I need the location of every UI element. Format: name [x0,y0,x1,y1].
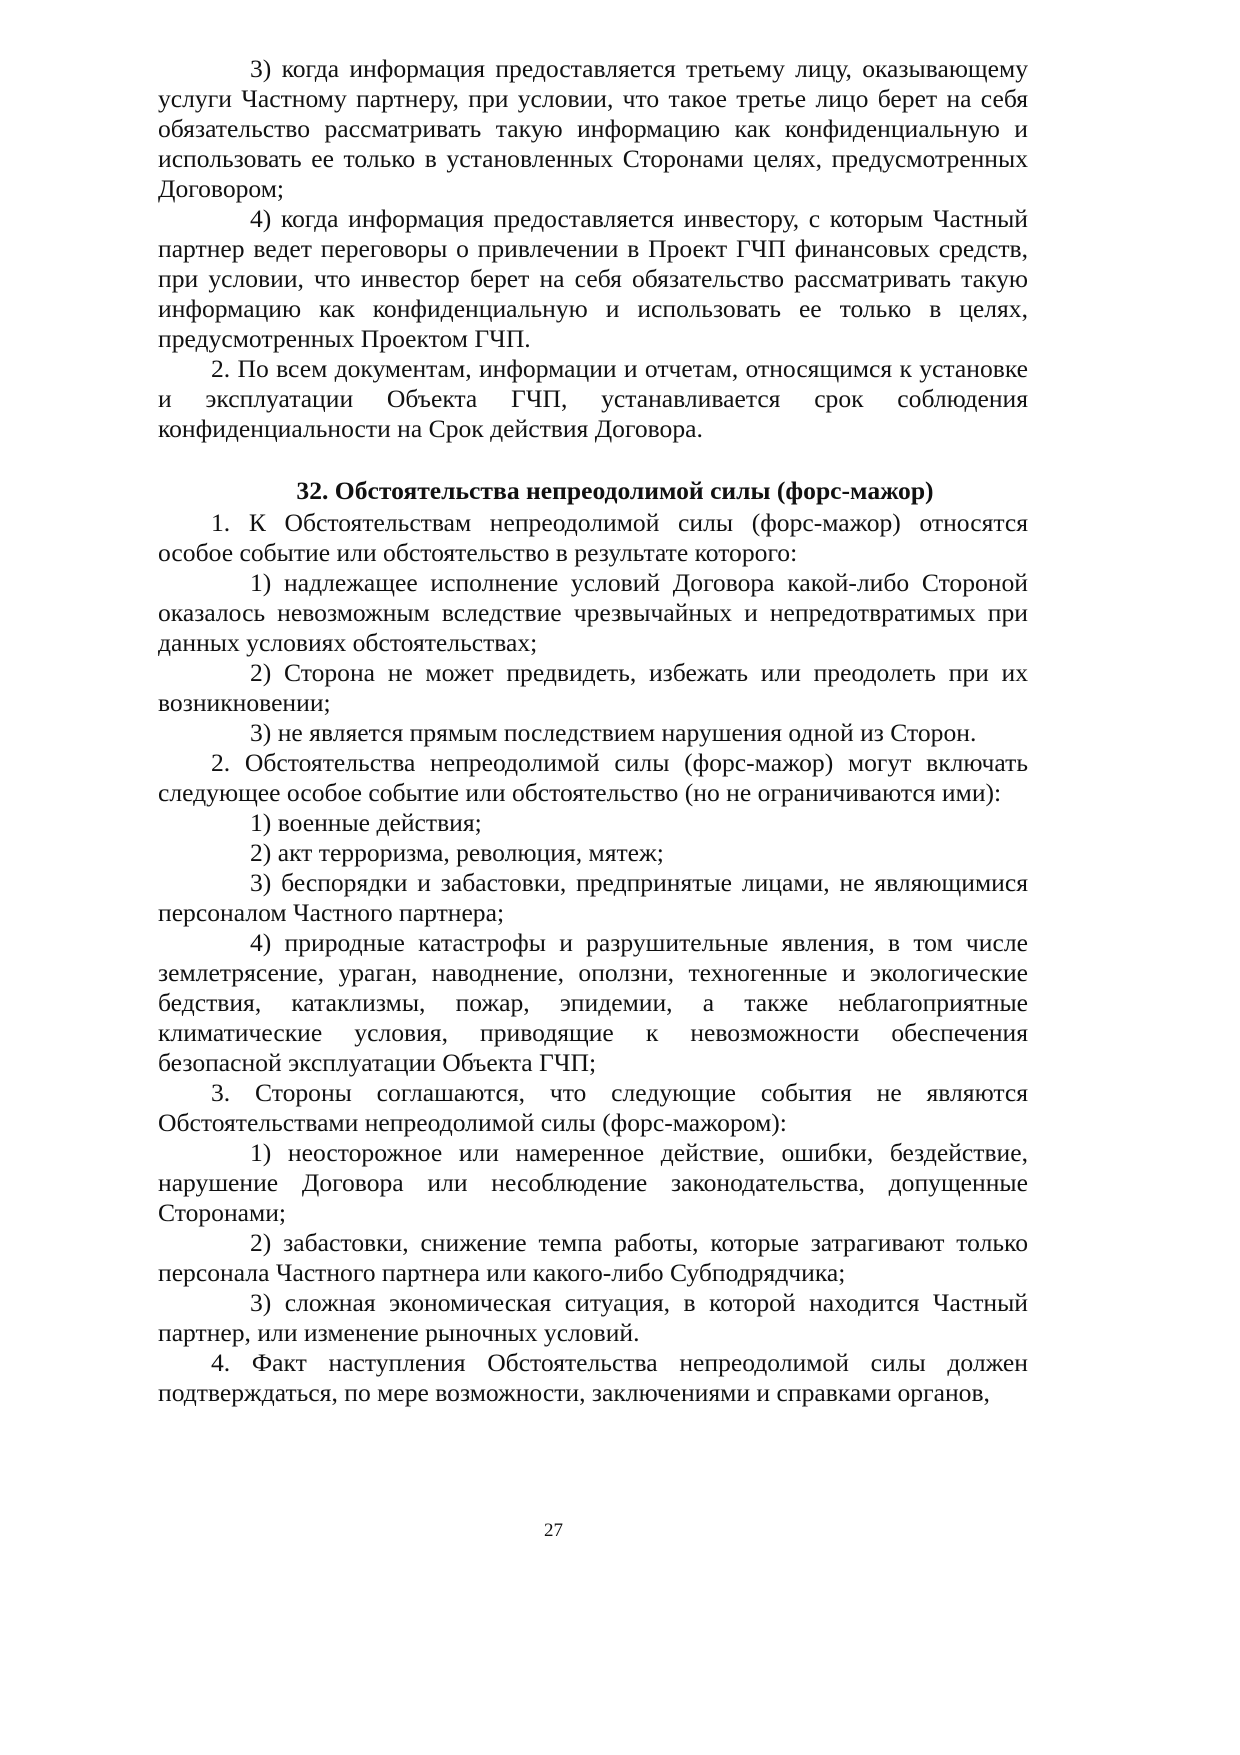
paragraph-clause-4: 4. Факт наступления Обстоятельства непреодолимой силы должен подтверждаться, по мере возможности, заключениями и справками органов, [158,1348,1028,1407]
paragraph-item-4: 4) когда информация предоставляется инвестору, с которым Частный партнер ведет переговоры о привлечении в Проект ГЧП финансовых средств, при условии, что инвестор берет на себя обязательство рассматривать такую информацию как конфиденциальную и использовать ее только в целях, предусмотренных Проектом ГЧП. [158,204,1028,353]
paragraph-clause-2: 2. По всем документам, информации и отчетам, относящимся к установке и эксплуатации Объекта ГЧП, устанавливается срок соблюдения конфиденциальности на Срок действия Договора. [158,354,1028,443]
paragraph-subitem: 2) забастовки, снижение темпа работы, которые затрагивают только персонала Частного партнера или какого-либо Субподрядчика; [158,1228,1028,1287]
spacer [158,444,1028,474]
paragraph-subitem: 2) акт терроризма, революция, мятеж; [250,838,664,867]
paragraph-subitem: 3) сложная экономическая ситуация, в которой находится Частный партнер, или изменение рыночных условий. [158,1288,1028,1347]
page-number: 27 [544,1520,563,1541]
document-body [158,54,1028,1408]
section-heading: 32. Обстоятельства непреодолимой силы (форс-мажор) [296,476,934,505]
paragraph-subitem: 3) не является прямым последствием нарушения одной из Сторон. [250,718,977,747]
paragraph-subitem: 2) Сторона не может предвидеть, избежать или преодолеть при их возникновении; [158,658,1028,717]
paragraph-subitem: 1) неосторожное или намеренное действие, ошибки, бездействие, нарушение Договора или несоблюдение законодательства, допущенные Сторонами; [158,1138,1028,1227]
paragraph-subitem: 4) природные катастрофы и разрушительные явления, в том числе землетрясение, ураган, наводнение, оползни, техногенные и экологические бедствия, катаклизмы, пожар, эпидемии, а также неблагоприятные климатические условия, приводящие к невозможности обеспечения безопасной эксплуатации Объекта ГЧП; [158,928,1028,1077]
paragraph-subitem: 1) военные действия; [250,808,482,837]
paragraph-clause-1: 1. К Обстоятельствам непреодолимой силы (форс-мажор) относятся особое событие или обстоятельство в результате которого: [158,508,1028,567]
paragraph-item-3: 3) когда информация предоставляется третьему лицу, оказывающему услуги Частному партнеру, при условии, что такое третье лицо берет на себя обязательство рассматривать такую информацию как конфиденциальную и использовать ее только в установленных Сторонами целях, предусмотренных Договором; [158,54,1028,203]
paragraph-clause-2: 2. Обстоятельства непреодолимой силы (форс-мажор) могут включать следующее особое событие или обстоятельство (но не ограничиваются ими): [158,748,1028,807]
paragraph-clause-3: 3. Стороны соглашаются, что следующие события не являются Обстоятельствами непреодолимой силы (форс-мажором): [158,1078,1028,1137]
paragraph-subitem: 1) надлежащее исполнение условий Договора какой-либо Стороной оказалось невозможным вследствие чрезвычайных и непредотвратимых при данных условиях обстоятельствах; [158,568,1028,657]
paragraph-subitem: 3) беспорядки и забастовки, предпринятые лицами, не являющимися персоналом Частного партнера; [158,868,1028,927]
